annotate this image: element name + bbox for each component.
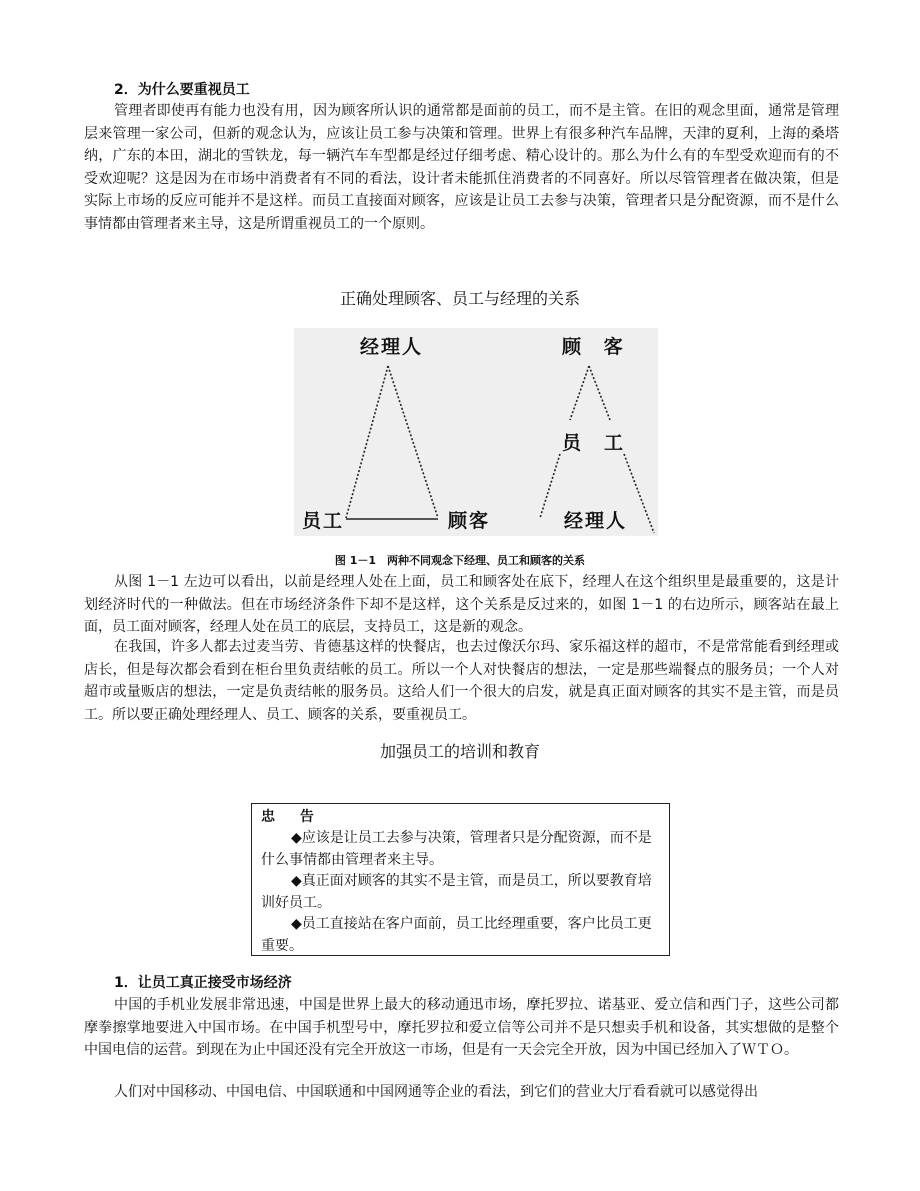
advice-item: ◆应该是让员工去参与决策，管理者只是分配资源，而不是什么事情都由管理者来主导。 [261, 830, 652, 868]
advice-box [251, 803, 670, 956]
label-right-bottom-manager: 经理人 [564, 510, 628, 532]
label-left-top-manager: 经理人 [360, 336, 424, 358]
label-right-top-customer: 顾 客 [562, 336, 631, 358]
section-title-training: 加强员工的培训和教育 [379, 742, 540, 761]
right-lower-right-edge [624, 454, 654, 533]
paragraph-why-value-employees: 管理者即使再有能力也没有用，因为顾客所认识的通常都是面前的员工，而不是主管。在旧的观念里面，通常是管理层来管理一家公司，但新的观念认为，应该让员工参与决策和管理。世界上有很多种汽车品牌，天津的夏利，上海的桑塔纳，广东的本田，湖北的雪铁龙，每一辆汽车车型都是经过仔细考虑、精心设计的。那么为什么有的车型受欢迎而有的不受欢迎呢？这是因为在市场中消费者有不同的看法，设计者未能抓住消费者的不同喜好。所以尽管管理者在做决策，但是实际上市场的反应可能并不是这样。而员工直接面对顾客，应该是让员工去参与决策，管理者只是分配资源，而不是什么事情都由管理者来主导，这是所谓重视员工的一个原则。 [84, 103, 839, 232]
advice-item: ◆员工直接站在客户面前，员工比经理重要，客户比员工更重要。 [261, 916, 652, 954]
label-right-middle-employee: 员 工 [562, 432, 626, 454]
advice-item: ◆真正面对顾客的其实不是主管，而是员工，所以要教育培训好员工。 [261, 873, 652, 911]
right-upper-right-edge [589, 366, 610, 420]
advice-title: 忠 告 [261, 809, 324, 825]
right-upper-left-edge [570, 366, 589, 420]
section-heading-market-economy: 1．让员工真正接受市场经济 [114, 975, 292, 991]
left-triangle-left-edge [346, 366, 388, 518]
label-left-bottom-employee: 员工 [302, 510, 345, 532]
paragraph-mobile-industry: 中国的手机业发展非常迅速，中国是世界上最大的移动通迅市场，摩托罗拉、诺基亚、爱立信和西门子，这些公司都摩拳擦掌地要进入中国市场。在中国手机型号中，摩托罗拉和爱立信等公司并不是只想卖手机和设备，其实想做的是整个中国电信的运营。到现在为止中国还没有完全开放这一市场，但是有一天会完全开放，因为中国已经加入了ＷＴＯ。 [84, 997, 839, 1058]
left-triangle-right-edge [388, 366, 438, 518]
right-lower-left-edge [540, 454, 560, 518]
label-left-bottom-customer: 顾客 [448, 510, 491, 532]
figure-caption: 图 1－1 两种不同观念下经理、员工和顾客的关系 [334, 554, 586, 567]
relationship-figure [294, 328, 658, 536]
paragraph-telecom-view: 人们对中国移动、中国电信、中国联通和中国网通等企业的看法，到它们的营业大厅看看就可以感觉得出 [114, 1084, 758, 1100]
section-heading-why-value-employees: 2．为什么要重视员工 [114, 82, 250, 98]
paragraph-figure-explanation: 从图 1－1 左边可以看出，以前是经理人处在上面，员工和顾客处在底下，经理人在这个组织里是最重要的，这是计划经济时代的一种做法。但在市场经济条件下却不是这样，这个关系是反过来的，如图 1－1 的右边所示，顾客站在最上面，员工面对顾客，经理人处在员工的底层，支持员工，这是新的观念。 [84, 574, 839, 635]
paragraph-fast-food-example: 在我国，许多人都去过麦当劳、肯德基这样的快餐店，也去过像沃尔玛、家乐福这样的超市，不是常常能看到经理或店长，但是每次都会看到在柜台里负责结帐的员工。所以一个人对快餐店的想法，一定是那些端餐点的服务员；一个人对超市或量贩店的想法，一定是负责结帐的服务员。这给人们一个很大的启发，就是真正面对顾客的其实不是主管，而是员工。所以要正确处理经理人、员工、顾客的关系，要重视员工。 [84, 639, 839, 723]
figure-title: 正确处理顾客、员工与经理的关系 [339, 289, 580, 308]
